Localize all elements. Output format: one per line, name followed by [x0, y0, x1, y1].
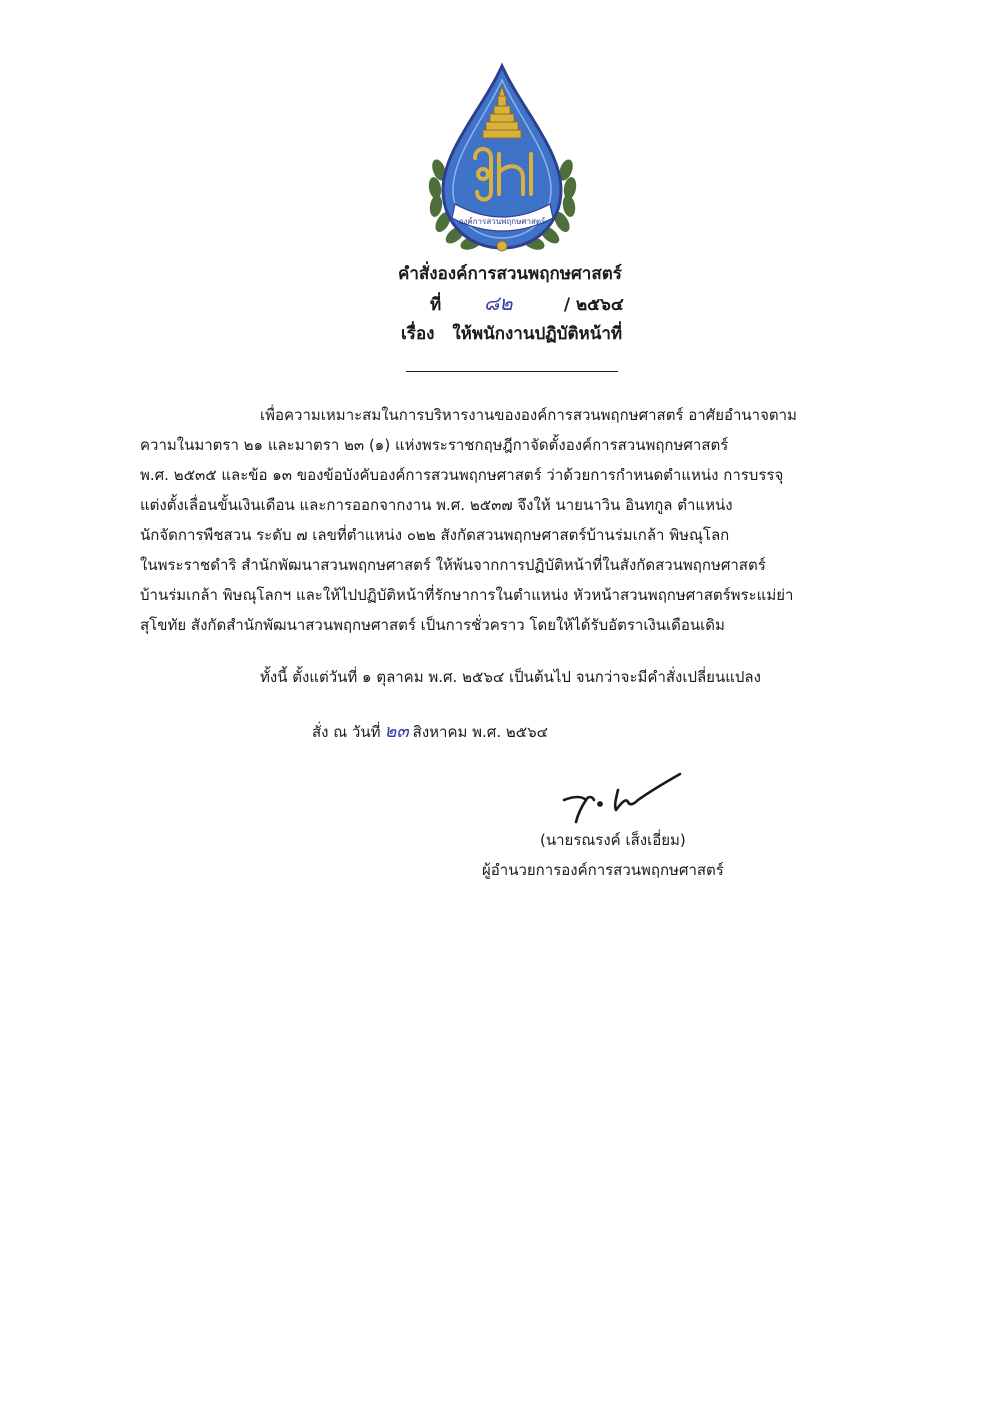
date-month-year: สิงหาคม พ.ศ. ๒๕๖๔ [412, 723, 548, 741]
body-line: ความในมาตรา ๒๑ และมาตรา ๒๓ (๑) แห่งพระราชกฤษฎีกาจัดตั้งองค์การสวนพฤกษศาสตร์ [140, 436, 729, 454]
effective-date-statement: ทั้งนี้ ตั้งแต่วันที่ ๑ ตุลาคม พ.ศ. ๒๕๖๔ เป็นต้นไป จนกว่าจะมีคำสั่งเปลี่ยนแปลง [260, 668, 761, 686]
subject-row [401, 320, 622, 347]
subject-text: ให้พนักงานปฏิบัติหน้าที่ [452, 324, 623, 344]
botanical-garden-organization-emblem-icon [425, 62, 580, 257]
signer-name: (นายรณรงค์ เส็งเอี่ยม) [540, 831, 686, 849]
signer-position: ผู้อำนวยการองค์การสวนพฤกษศาสตร์ [482, 861, 724, 879]
order-body [140, 400, 880, 640]
page-title: คำสั่งองค์การสวนพฤกษศาสตร์ [398, 264, 622, 284]
order-number-handwritten: ๘๒ [483, 291, 513, 315]
body-line: สุโขทัย สังกัดสำนักพัฒนาสวนพฤกษศาสตร์ เป็นการชั่วคราว โดยให้ได้รับอัตราเงินเดือนเดิม [140, 616, 725, 634]
body-line: แต่งตั้งเลื่อนขั้นเงินเดือน และการออกจากงาน พ.ศ. ๒๕๓๗ จึงให้ นายนาวิน อินทกูล ตำแหน่ง [140, 496, 733, 514]
handwritten-signature-icon [556, 766, 686, 826]
order-number-label: ที่ [430, 295, 442, 315]
body-line: นักจัดการพืชสวน ระดับ ๗ เลขที่ตำแหน่ง ๐๒๒ สังกัดสวนพฤกษศาสตร์บ้านร่มเกล้า พิษณุโลก [140, 526, 730, 544]
body-line: ในพระราชดำริ สำนักพัฒนาสวนพฤกษศาสตร์ ให้พ้นจากการปฏิบัติหน้าที่ในสังกัดสวนพฤกษศาสตร์ [140, 556, 766, 574]
body-line: บ้านร่มเกล้า พิษณุโลกฯ และให้ไปปฏิบัติหน้าที่รักษาการในตำแหน่ง หัวหน้าสวนพฤกษศาสตร์พระแม่ย่า [140, 586, 794, 604]
date-prefix: สั่ง ณ วันที่ [312, 723, 381, 741]
body-line: พ.ศ. ๒๕๓๕ และข้อ ๑๓ ของข้อบังคับองค์การสวนพฤกษศาสตร์ ว่าด้วยการกำหนดตำแหน่ง การบรรจุ [140, 466, 784, 484]
order-number-row [430, 287, 624, 319]
emblem-ribbon-text: องค์การสวนพฤกษศาสตร์ [458, 217, 546, 226]
order-date-line [312, 716, 548, 745]
order-number-year: / ๒๕๖๔ [563, 295, 624, 315]
header-divider [406, 371, 618, 372]
date-day-handwritten: ๒๓ [384, 721, 409, 742]
subject-label: เรื่อง [401, 324, 435, 344]
body-line: เพื่อความเหมาะสมในการบริหารงานขององค์การสวนพฤกษศาสตร์ อาศัยอำนาจตาม [260, 406, 797, 424]
